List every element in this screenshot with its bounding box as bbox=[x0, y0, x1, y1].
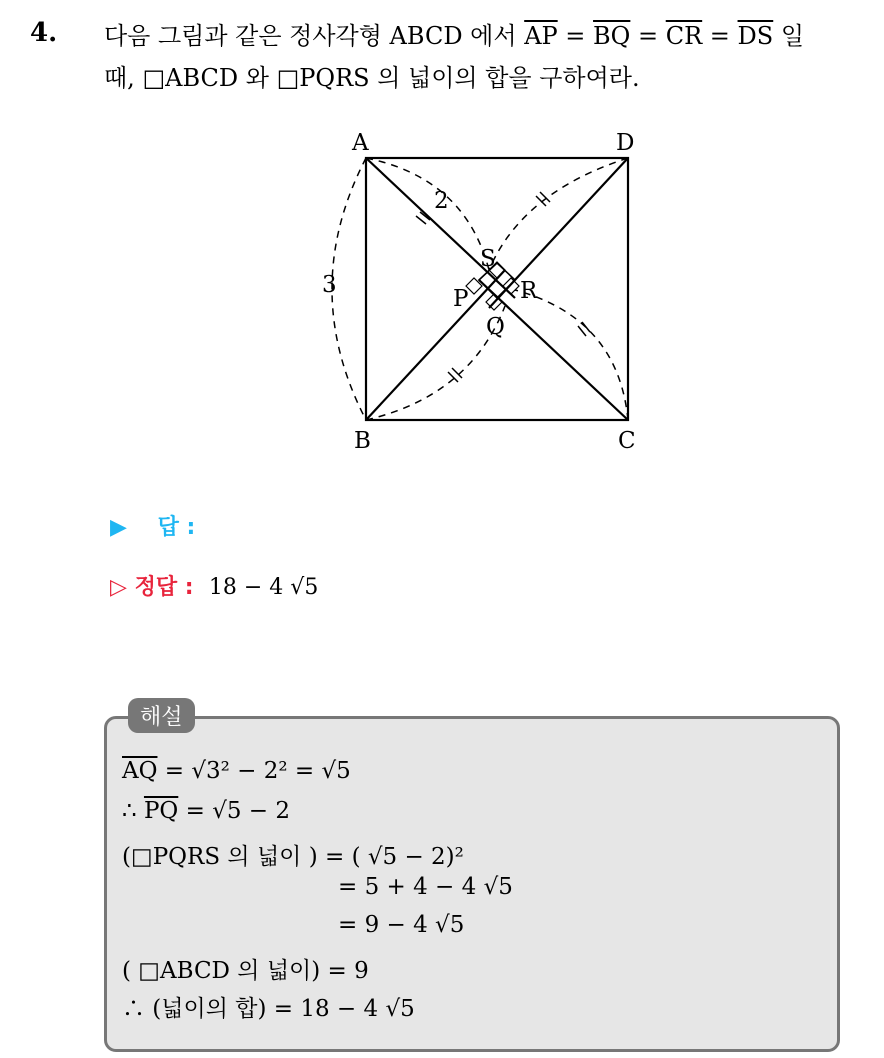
equals: = bbox=[630, 22, 666, 50]
therefore: ∴ bbox=[122, 798, 144, 824]
question-text: 일 bbox=[773, 22, 805, 50]
segment-aq: $\overline{AQ}$ bbox=[122, 758, 158, 784]
dashed-arc-b bbox=[366, 306, 505, 420]
dashed-arc-side bbox=[332, 158, 366, 420]
explanation-tag: 해설 bbox=[128, 698, 195, 733]
label-c: C bbox=[618, 428, 636, 454]
tick-mark-cr bbox=[578, 322, 590, 336]
explanation-line-5: = 9 − 4 √5 bbox=[338, 912, 465, 938]
segment-ap: $\overline{AP}$ bbox=[524, 22, 558, 50]
label-d: D bbox=[616, 130, 635, 156]
label-a: A bbox=[352, 130, 369, 156]
equals: = bbox=[702, 22, 738, 50]
segment-bq: $\overline{BQ}$ bbox=[593, 22, 631, 50]
label-b: B bbox=[354, 428, 371, 454]
segment-pq: $\overline{PQ}$ bbox=[143, 798, 179, 824]
segment-cr: $\overline{CR}$ bbox=[665, 22, 703, 50]
explanation-line-4: = 5 + 4 − 4 √5 bbox=[338, 874, 513, 900]
explanation-text: = √3² − 2² = √5 bbox=[157, 758, 351, 784]
label-q: Q bbox=[486, 314, 505, 340]
correct-label: 정답 : bbox=[134, 575, 194, 600]
answer-row bbox=[110, 510, 195, 541]
correct-value: 18 − 4 √5 bbox=[208, 575, 319, 600]
label-s: S bbox=[480, 246, 496, 272]
question-number: 4. bbox=[30, 18, 58, 48]
explanation-line-6: ( □ABCD 의 넓이) = 9 bbox=[122, 958, 369, 984]
square-abcd bbox=[366, 158, 628, 420]
tick-mark-ds bbox=[536, 192, 550, 206]
correct-answer-row bbox=[110, 570, 318, 601]
explanation-line-1 bbox=[122, 758, 351, 784]
question-text: 다음 그림과 같은 정사각형 ABCD 에서 bbox=[104, 22, 525, 50]
tick-mark-ap bbox=[416, 212, 430, 224]
label-p: P bbox=[453, 286, 469, 312]
dashed-arc-c bbox=[515, 290, 628, 420]
equals: = bbox=[557, 22, 594, 50]
question-line-2: 때, □ABCD 와 □PQRS 의 넓이의 합을 구하여라. bbox=[104, 64, 640, 92]
label-r: R bbox=[520, 278, 538, 304]
correct-marker: ▷ bbox=[110, 575, 127, 600]
square-figure bbox=[310, 128, 650, 460]
dashed-arc-d bbox=[489, 158, 628, 270]
explanation-line-7: ∴ (넓이의 합) = 18 − 4 √5 bbox=[122, 996, 415, 1022]
answer-label: 답 : bbox=[157, 515, 196, 540]
segment-a-r bbox=[366, 158, 515, 298]
explanation-line-2 bbox=[122, 798, 290, 824]
tick-mark-bq bbox=[448, 368, 462, 382]
label-ap-length: 2 bbox=[434, 188, 449, 214]
answer-marker: ▶ bbox=[110, 515, 127, 540]
question-line-1 bbox=[104, 16, 804, 51]
explanation-line-3: (□PQRS 의 넓이 ) = ( √5 − 2)² bbox=[122, 844, 464, 870]
segment-ds: $\overline{DS}$ bbox=[737, 22, 774, 50]
explanation-text: = √5 − 2 bbox=[178, 798, 291, 824]
label-side-length: 3 bbox=[322, 272, 337, 298]
